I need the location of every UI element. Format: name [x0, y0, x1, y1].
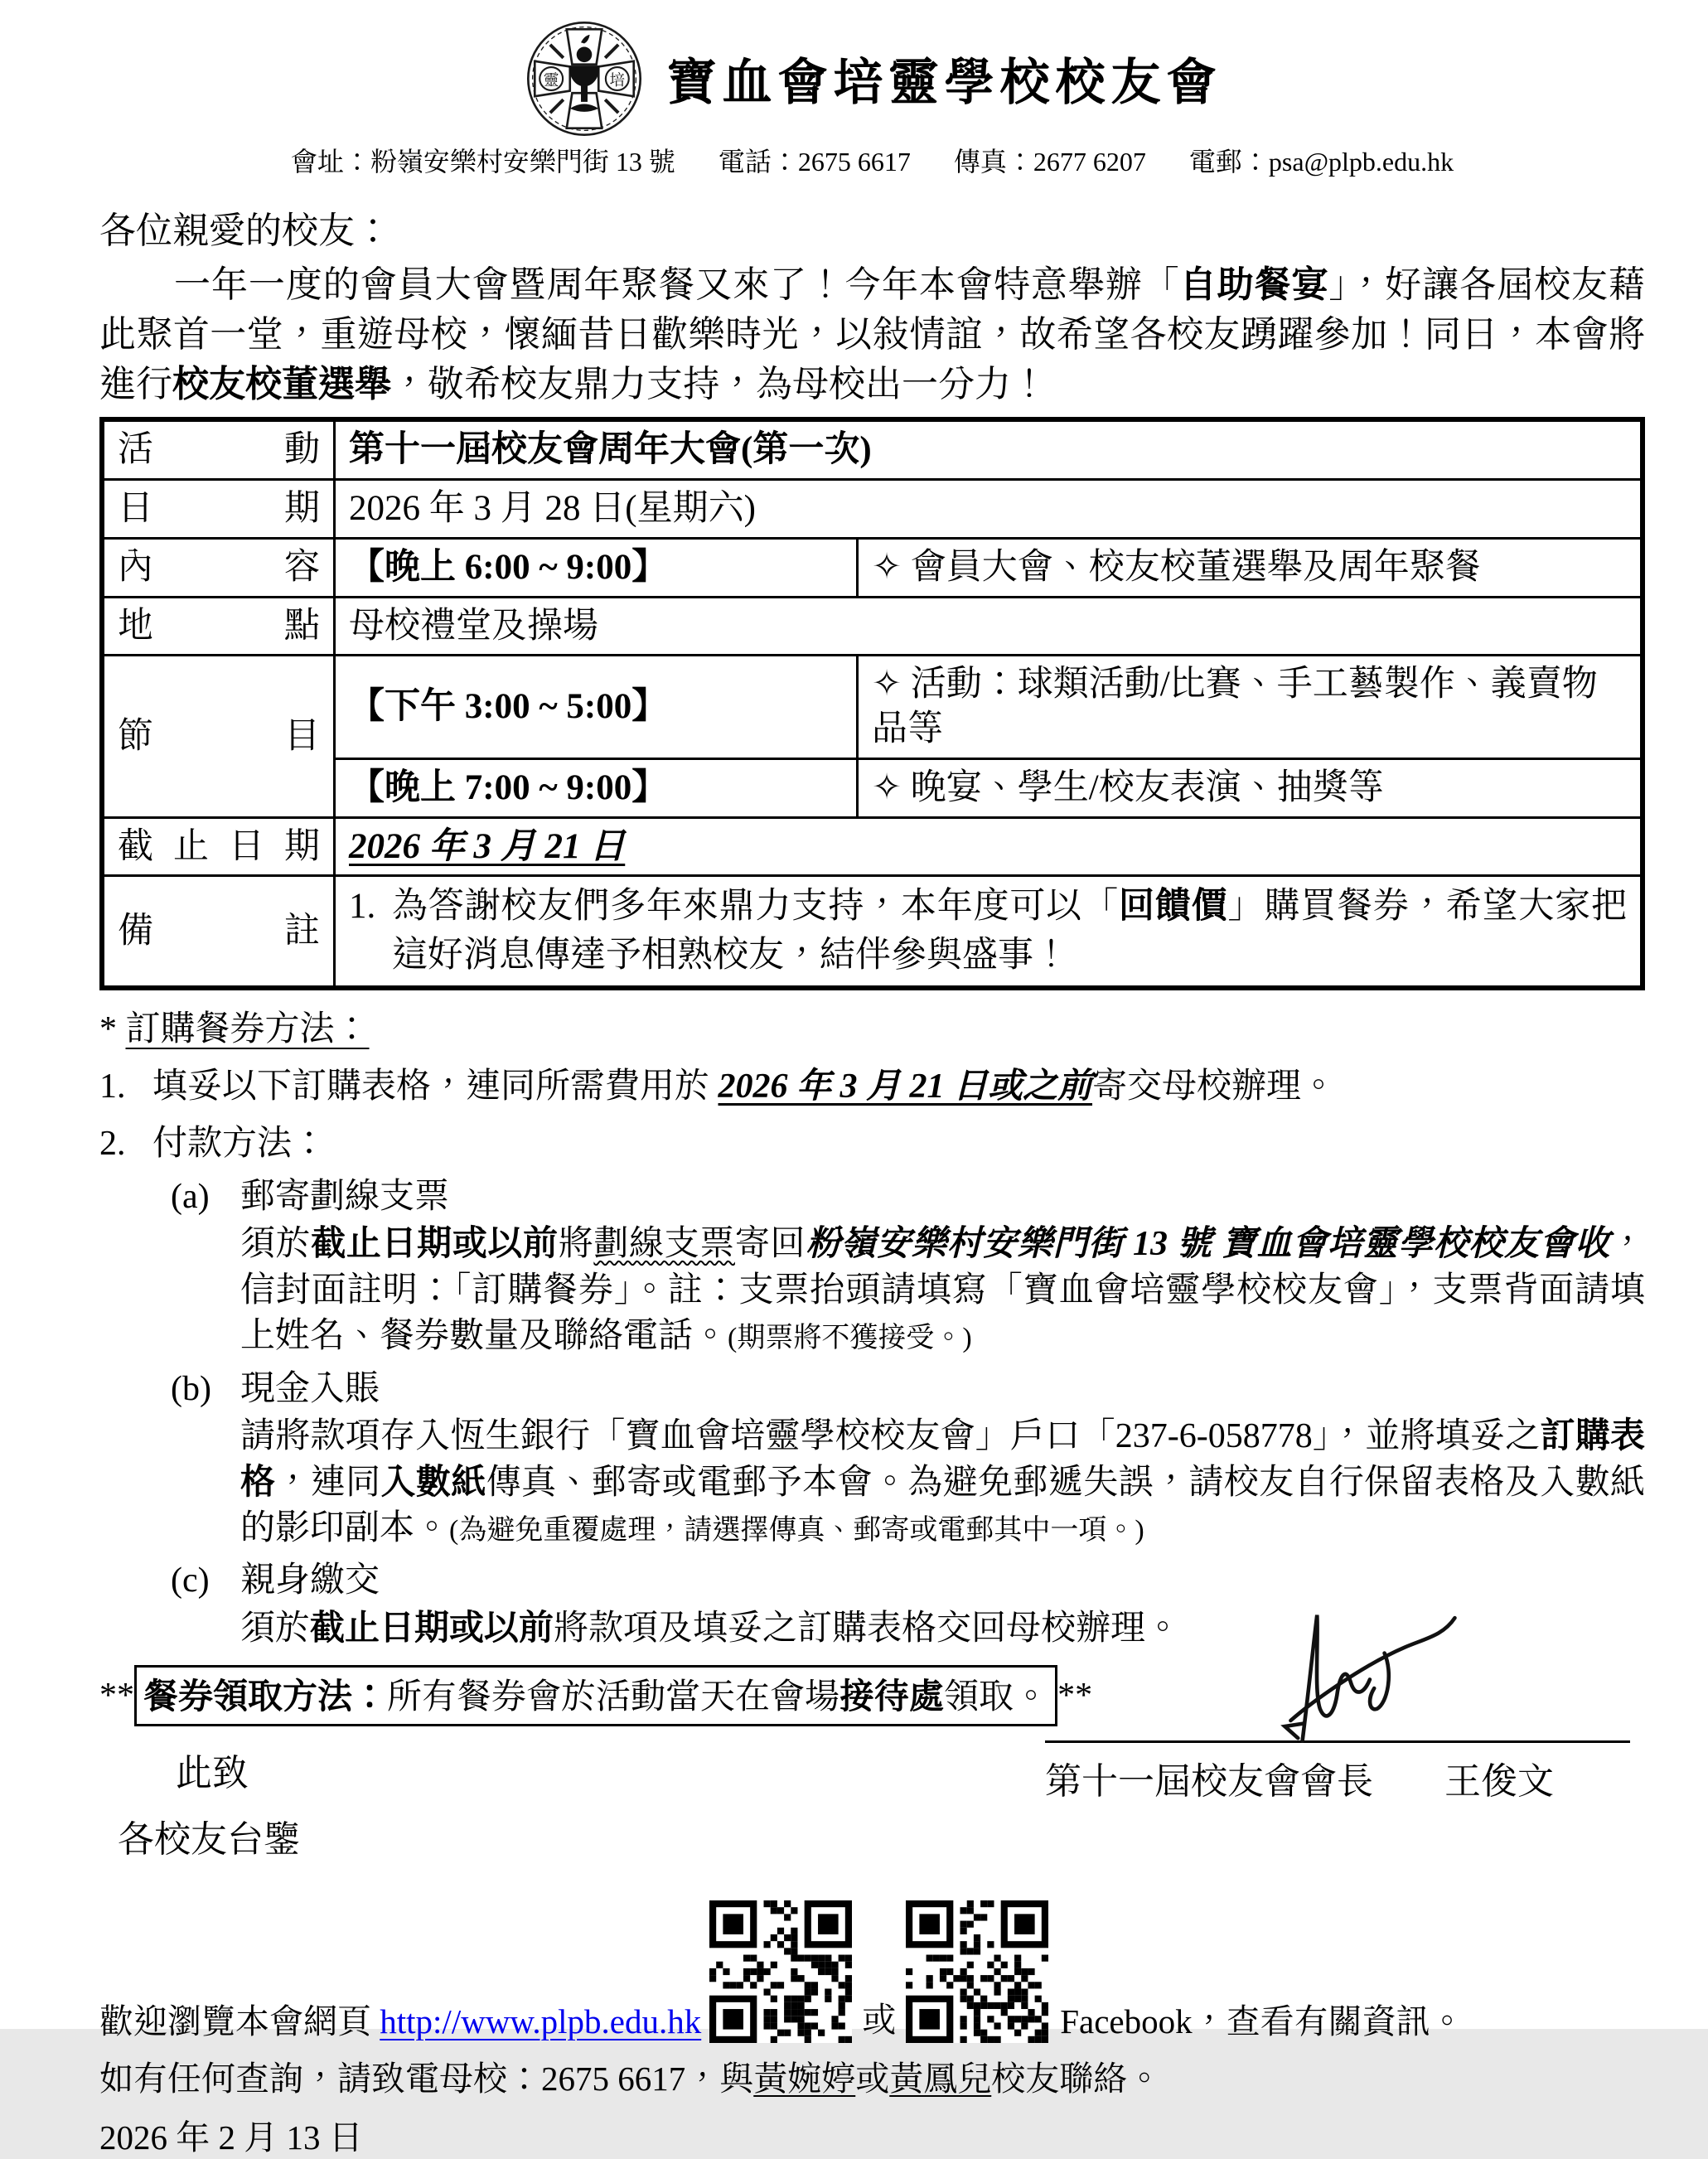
payment-b-body: [240, 1414, 1645, 1551]
salutation: 各位親愛的校友：: [99, 211, 391, 251]
signature-name: 王俊文: [1444, 1761, 1554, 1802]
payment-c-title: 親身繳交: [240, 1561, 380, 1600]
payment-a-seg2: 將: [558, 1225, 594, 1264]
payment-b-seg2: ，連同: [275, 1463, 381, 1502]
org-email: 電郵：psa@plpb.edu.hk: [1188, 147, 1454, 177]
date-label: 日期: [102, 480, 335, 539]
order-item-2: [99, 1121, 1645, 1167]
remarks-value: [335, 876, 1643, 988]
remarks-label: 備註: [102, 876, 335, 988]
intro-seg3: ，敬希校友鼎力支持，為母校出一分力！: [391, 363, 1048, 404]
footer-line1: [99, 1900, 1645, 2043]
signature-line: [1045, 1606, 1630, 1743]
pickup-seg2: 領取。: [944, 1678, 1049, 1717]
intro-election: 校友校董選舉: [172, 363, 391, 404]
signature-text-row: [1045, 1743, 1630, 1804]
program-label: 節目: [102, 656, 335, 817]
pickup-bold2: 接待處: [839, 1678, 945, 1717]
payment-c-letter: (c): [171, 1561, 210, 1600]
remarks-seg1: 為答謝校友們多年來鼎力支持，本年度可以「: [392, 887, 1119, 927]
intro-seg1: 一年一度的會員大會暨周年聚餐又來了！今年本會特意舉辦「: [174, 264, 1180, 305]
deadline-label: 截止日期: [102, 817, 335, 876]
signature-block: [1045, 1606, 1630, 1804]
payment-b-letter: (b): [171, 1369, 211, 1408]
row-activity: [102, 419, 1643, 479]
chalice-icon: [569, 35, 599, 112]
deadline-value: [335, 817, 1643, 876]
order-heading-text: 訂購餐券方法：: [125, 1009, 370, 1048]
content-time: 【晚上 6:00 ~ 9:00】: [335, 538, 858, 597]
payment-c-bold1: 截止日期或以前: [310, 1609, 554, 1648]
payment-a-note: (期票將不獲接受。): [728, 1323, 972, 1354]
pickup-seg1: 所有餐券會於活動當天在會場: [387, 1678, 840, 1717]
order-item1-seg1: 填妥以下訂購表格，連同所需費用於: [152, 1067, 719, 1106]
program2-desc: ✧ 晚宴、學生/校友表演、抽獎等: [858, 758, 1643, 817]
payment-a-address: 粉嶺安樂村安樂門街 13 號 寶血會培靈學校校友會收: [806, 1225, 1610, 1264]
event-table: [99, 417, 1645, 990]
footer-or-word: 或: [862, 2001, 897, 2040]
payment-a-seg3: 寄回: [734, 1225, 806, 1264]
payment-a-seg1: 須於: [240, 1225, 312, 1264]
org-address: 會址：粉嶺安樂村安樂門街 13 號: [290, 147, 675, 177]
footer-date: 2026 年 2 月 13 日: [99, 2118, 363, 2157]
payment-b-bold1: 訂購表格: [240, 1417, 1645, 1502]
intro-seg2: 」，好讓各屆校友藉此聚首一堂，重遊母校，懷緬昔日歡樂時光，以敍情誼，故希望各校友踴躍參加！同日，本會將進行: [99, 264, 1646, 404]
payment-b-note: (為避免重覆處理，請選擇傳真、郵寄或電郵其中一項。): [449, 1514, 1144, 1546]
payment-b-bold2: 入數紙: [380, 1463, 486, 1502]
pickup-bold1: 餐券領取方法：: [143, 1678, 388, 1717]
payment-a-seg4: ，信封面註明：「訂購餐券」。註：支票抬頭請填寫「寶血會培靈學校校友會」，支票背面請填上姓名、餐券數量及聯絡電話。: [240, 1225, 1645, 1356]
payment-a-title-row: [171, 1174, 1645, 1220]
content-label: 內容: [102, 538, 335, 597]
school-logo: [523, 18, 646, 139]
row-content: [102, 538, 1643, 597]
pickup-note-box: [134, 1665, 1057, 1726]
payment-b-title: 現金入賬: [240, 1369, 380, 1408]
order-item1-number: 1.: [99, 1067, 126, 1106]
order-item1-deadline: 2026 年 3 月 21 日或之前: [718, 1067, 1093, 1106]
closing-recipient: 各校友台鑒: [118, 1819, 300, 1861]
payment-c-title-row: [171, 1558, 1645, 1604]
payment-c-seg2: 將款項及填妥之訂購表格交回母校辦理。: [554, 1609, 1181, 1648]
footer-line1-seg2: Facebook，查看有關資訊。: [1060, 2002, 1464, 2041]
row-date: [102, 480, 1643, 539]
footer-contact1: 黃婉婷: [753, 2060, 856, 2098]
remarks-bold: 回饋價: [1118, 887, 1228, 927]
footer-line2: [99, 2051, 1645, 2100]
venue-value: 母校禮堂及操場: [335, 597, 1643, 656]
content-desc: ✧ 會員大會、校友校董選舉及周年聚餐: [858, 538, 1643, 597]
remarks-text: [392, 883, 1627, 979]
footer-line2-seg2: 或: [855, 2060, 890, 2098]
footer-contact2: 黃鳳兒: [889, 2060, 992, 2098]
payment-a-title: 郵寄劃線支票: [240, 1177, 450, 1216]
order-heading: [99, 1007, 1645, 1053]
remarks-number: 1.: [349, 887, 376, 927]
payment-c-seg1: 須於: [240, 1609, 311, 1648]
date-value: 2026 年 3 月 28 日(星期六): [335, 480, 1643, 539]
footer-website-intro: [99, 2001, 701, 2043]
order-item2-number: 2.: [99, 1125, 126, 1164]
program1-desc: ✧ 活動：球類活動/比賽、手工藝製作、義賣物品等: [858, 656, 1643, 759]
footer-line2-seg3: 校友聯絡。: [991, 2060, 1162, 2098]
row-program-1: [102, 656, 1643, 759]
payment-a-bold1: 截止日期或以前: [311, 1225, 559, 1264]
org-fax: 傳真：2677 6207: [953, 147, 1146, 177]
program1-time: 【下午 3:00 ~ 5:00】: [335, 656, 858, 759]
signature-title: 第十一屆校友會會長: [1045, 1761, 1373, 1802]
activity-label: 活動: [102, 419, 335, 479]
pickup-stars-left: **: [99, 1677, 134, 1716]
website-link[interactable]: http://www.plpb.edu.hk: [380, 2002, 702, 2041]
order-heading-star: *: [99, 1009, 117, 1048]
payment-b-seg1: 請將款項存入恆生銀行「寶血會培靈學校校友會」戶口「237-6-058778」，並將填妥之: [240, 1417, 1541, 1456]
program2-time: 【晚上 7:00 ~ 9:00】: [335, 758, 858, 817]
payment-b-title-row: [171, 1367, 1645, 1412]
row-venue: [102, 597, 1643, 656]
order-item1-text: [152, 1064, 1336, 1110]
venue-label: 地點: [102, 597, 335, 656]
payment-b-seg3: 傳真、郵寄或電郵予本會。為避免郵遞失誤，請校友自行保留表格及入數紙的影印副本。: [240, 1463, 1645, 1547]
order-item-1: [99, 1064, 1645, 1110]
qr-code-facebook: [906, 1900, 1048, 2043]
payment-a-letter: (a): [171, 1177, 210, 1216]
footer-line2-seg1: 如有任何查詢，請致電母校：2675 6617，與: [99, 2060, 754, 2098]
footer-line1-seg1: 歡迎瀏覽本會網頁: [99, 2002, 380, 2041]
closing-salute: 此致: [176, 1753, 249, 1794]
activity-value: 第十一屆校友會周年大會(第一次): [335, 419, 1643, 479]
payment-a-body: [240, 1222, 1645, 1359]
contact-info-row: [99, 141, 1645, 179]
row-deadline: [102, 817, 1643, 876]
intro-buffet: 自助餐宴: [1179, 264, 1329, 305]
logo-char-left: 靈: [543, 71, 559, 90]
logo-char-right: 培: [609, 71, 625, 90]
payment-a-wavy: 劃線支票: [593, 1225, 735, 1264]
header: [99, 18, 1645, 139]
signature-image: [1159, 1606, 1516, 1745]
org-title: 寶血會培靈學校校友會: [666, 56, 1222, 110]
pickup-stars-right: **: [1057, 1677, 1093, 1716]
intro-paragraph: [99, 260, 1645, 409]
deadline-date: 2026 年 3 月 21 日: [349, 826, 626, 866]
org-phone: 電話：2675 6617: [718, 147, 911, 177]
order-section: [99, 1007, 1645, 1653]
remarks-seg2: 」購買餐券，希望大家把這好消息傳達予相熟校友，結伴參與盛事！: [392, 887, 1628, 975]
row-remarks: [102, 876, 1643, 988]
qr-code-website: [709, 1900, 852, 2043]
order-item2-title: 付款方法：: [152, 1125, 327, 1164]
order-item1-seg2: 寄交母校辦理。: [1092, 1067, 1337, 1106]
